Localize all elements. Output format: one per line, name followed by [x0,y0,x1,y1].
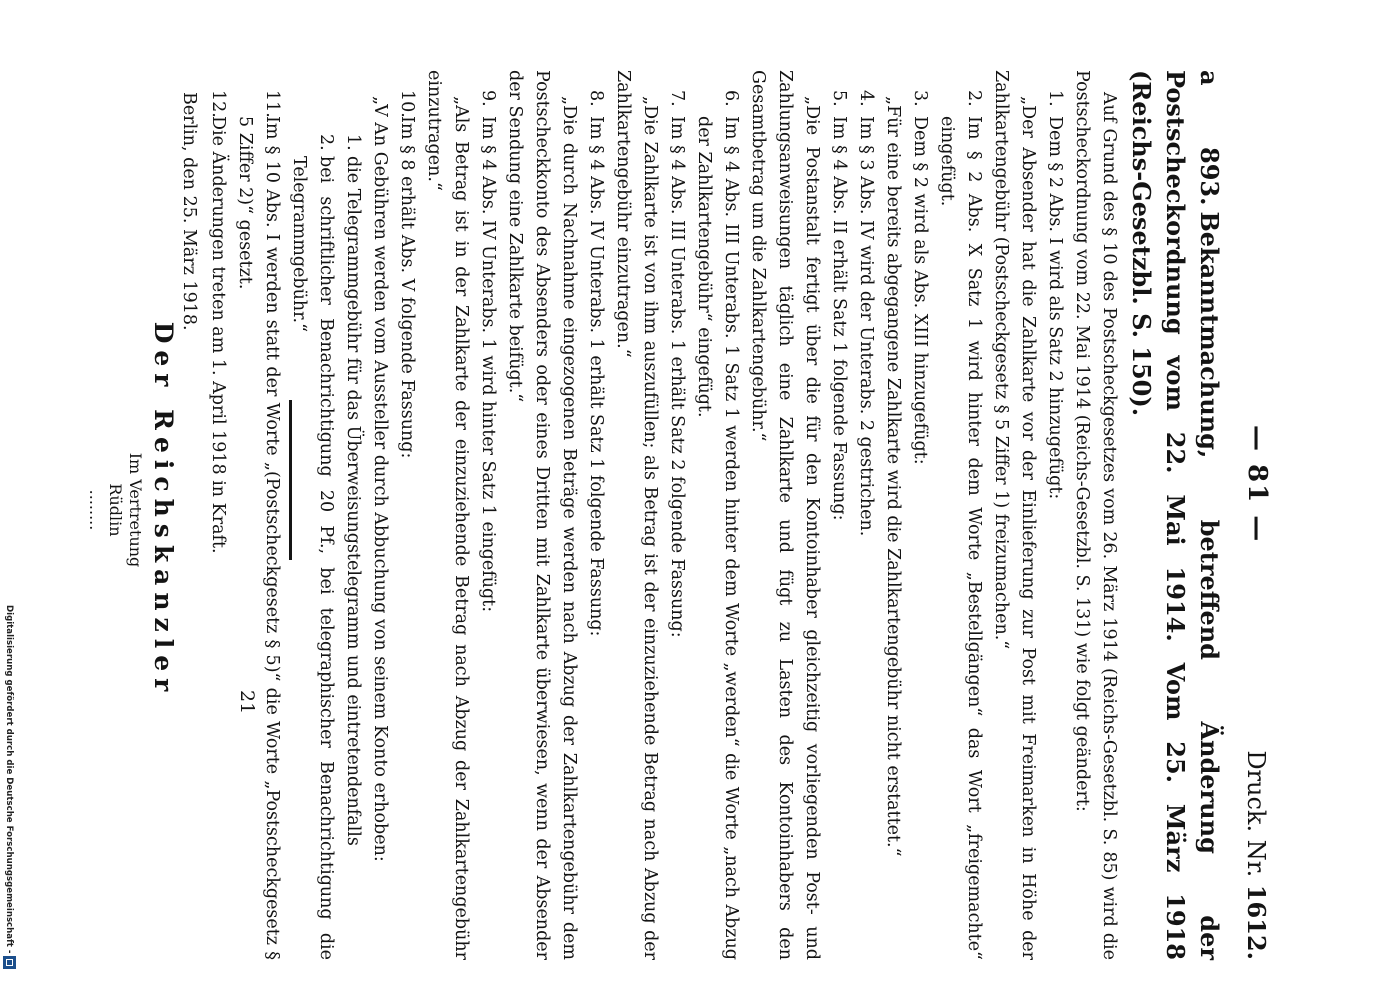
amendment-item [582,70,609,960]
item-text: Im § 10 Abs. I werden statt der Worte „(Postscheckgesetz § 5)“ die Worte „Postscheckgesetz § 5 Ziffer 2)“ gesetzt. [235,116,282,960]
item-quote: „Als Betrag ist in der Zahlkarte der einzuziehende Betrag nach Abzug der Zahlkartengebühr einzutragen.“ [424,70,471,960]
sub-item-text: die Telegrammgebühr für das Überweisungstelegramm und eintretendenfalls [343,156,363,846]
item-number: 9. [478,90,498,107]
amendment-item [906,70,933,960]
item-text: Dem § 2 wird als Abs. XIII hinzugefügt: [910,116,930,465]
amendment-item [663,70,690,960]
document-page [86,0,1300,1000]
item-quote: „Der Absender hat die Zahlkarte vor der Einlieferung zur Post mit Freimarken in Höhe der Zahlkartengebühr (Postscheckgesetz § 5 Ziffer 1) freizumachen.“ [991,70,1038,960]
druck-number: 1612. [1242,884,1271,960]
amendment-item [204,70,231,960]
footer-page-number: 21 [236,690,258,715]
funding-credit [2,605,16,995]
item-number: 5. [829,90,849,107]
sub-item-number: 1. [343,134,363,151]
item-number: 12. [208,90,228,118]
item-quote: „Die Zahlkarte ist von ihm auszufüllen; als Betrag ist der einzuziehende Betrag nach Abzug der Zahlkartengebühr einzutragen.“ [613,70,660,960]
amendment-list [204,70,1068,960]
amendment-item [825,70,852,960]
item-quote: „Für eine bereits abgegangene Zahlkarte wird die Zahlkartengebühr nicht erstattet.“ [883,96,903,857]
title-number: a 893. [1195,70,1224,206]
item-text: Im § 2 Abs. X Satz 1 wird hinter dem Worte „Bestellgängen“ das Wort „freigemachte“ eingefügt. [937,116,984,960]
amendment-item [393,70,420,960]
item-text: Die Änderungen treten am 1. April 1918 in Kraft. [208,116,228,554]
dfg-logo-icon [3,956,16,969]
item-quote: „Die Postanstalt fertigt über die für den Kontoinhaber gleichzeitig vorliegenden Post- und Zahlungsanweisungen täglich eine Zahlkarte und fügt zu Lasten des Kontoinhabers den Gesamtbetrag um die Zahlkartengebühr.“ [748,70,822,960]
signature-title: Der Reichskanzler [149,321,178,699]
sub-item-number: 2. [316,134,336,151]
signature-line-2: Rüdlin [106,483,125,537]
item-text: Im § 8 erhält Abs. V folgende Fassung: [397,116,417,459]
print-number [1242,750,1270,960]
amendment-item [474,70,501,960]
item-number: 4. [856,90,876,107]
separator-rule [289,400,292,560]
item-text: Im § 4 Abs. IV Unterabs. 1 wird hinter Satz 1 eingefügt: [478,116,498,613]
intro-paragraph: Auf Grund des § 10 des Postscheckgesetzes vom 26. März 1914 (Reichs-Gesetzbl. S. 85) wird die Postscheckordnung vom 22. Mai 1914 (Reichs-Gesetzbl. S. 131) wie folgt geändert: [1072,70,1119,960]
item-number: 7. [667,90,687,107]
signature-dots: ........ [86,489,105,531]
amendment-item [852,70,879,960]
page-number: — 81 — [1242,425,1272,544]
sub-item-text: bei schriftlicher Benachrichtigung 20 Pf., bei telegraphischer Benachrichtigung die Telegrammgebühr.“ [289,156,336,960]
item-text: Im § 3 Abs. IV wird der Unterabs. 2 gestrichen. [856,116,876,537]
item-number: 6. [721,90,741,107]
item-text: Im § 4 Abs. IV Unterabs. 1 erhält Satz 1 folgende Fassung: [586,116,606,637]
item-quote: „V An Gebühren werden vom Aussteller durch Abbuchung von seinem Konto erhoben: [370,96,390,862]
title-text: Bekanntmachung, betreffend Änderung der Postscheckordnung vom 22. Mai 1914. Vom 25. März 1918 (Reichs-Gesetzbl. S. 150). [1127,70,1224,961]
document-title [1124,70,1226,960]
amendment-item [690,70,744,960]
amendment-item [231,70,285,960]
signature-block [85,310,181,710]
item-text: Im § 4 Abs. III Unterabs. 1 erhält Satz 2 folgende Fassung: [667,116,687,638]
item-number: 3. [910,90,930,107]
date-line: Berlin, den 25. März 1918. [179,92,199,331]
item-number: 2. [964,90,984,107]
item-quote: „Die durch Nachnahme eingezogenen Beträge werden nach Abzug der Zahlkartengebühr dem Postscheckkonto des Absenders oder eines Dritten mit Zahlkarte überwiesen, wenn der Absender der Sendung eine Zahlkarte beifügt.“ [505,70,579,960]
page-header [1226,70,1270,960]
sub-item [285,70,339,960]
credit-text: Digitalisierung gefördert durch die Deutsche Forschungsgemeinschaft - [4,605,14,954]
druck-label: Druck. Nr. [1242,750,1270,878]
amendment-item [1041,70,1068,960]
item-number: 10. [397,90,417,118]
item-text: Im § 4 Abs. III Unterabs. 1 Satz 1 werden hinter dem Worte „werden“ die Worte „nach Abzug der Zahlkartengebühr“ eingefügt. [694,116,741,960]
amendment-item [933,70,987,960]
sub-item [339,70,366,960]
item-number: 1. [1045,90,1065,107]
item-text: Dem § 2 Abs. I wird als Satz 2 hinzugefügt: [1045,116,1065,500]
item-number: 8. [586,90,606,107]
item-text: Im § 4 Abs. II erhält Satz 1 folgende Fassung: [829,116,849,521]
item-number: 11. [262,90,282,118]
signature-line-1: Im Vertretung [126,452,145,568]
